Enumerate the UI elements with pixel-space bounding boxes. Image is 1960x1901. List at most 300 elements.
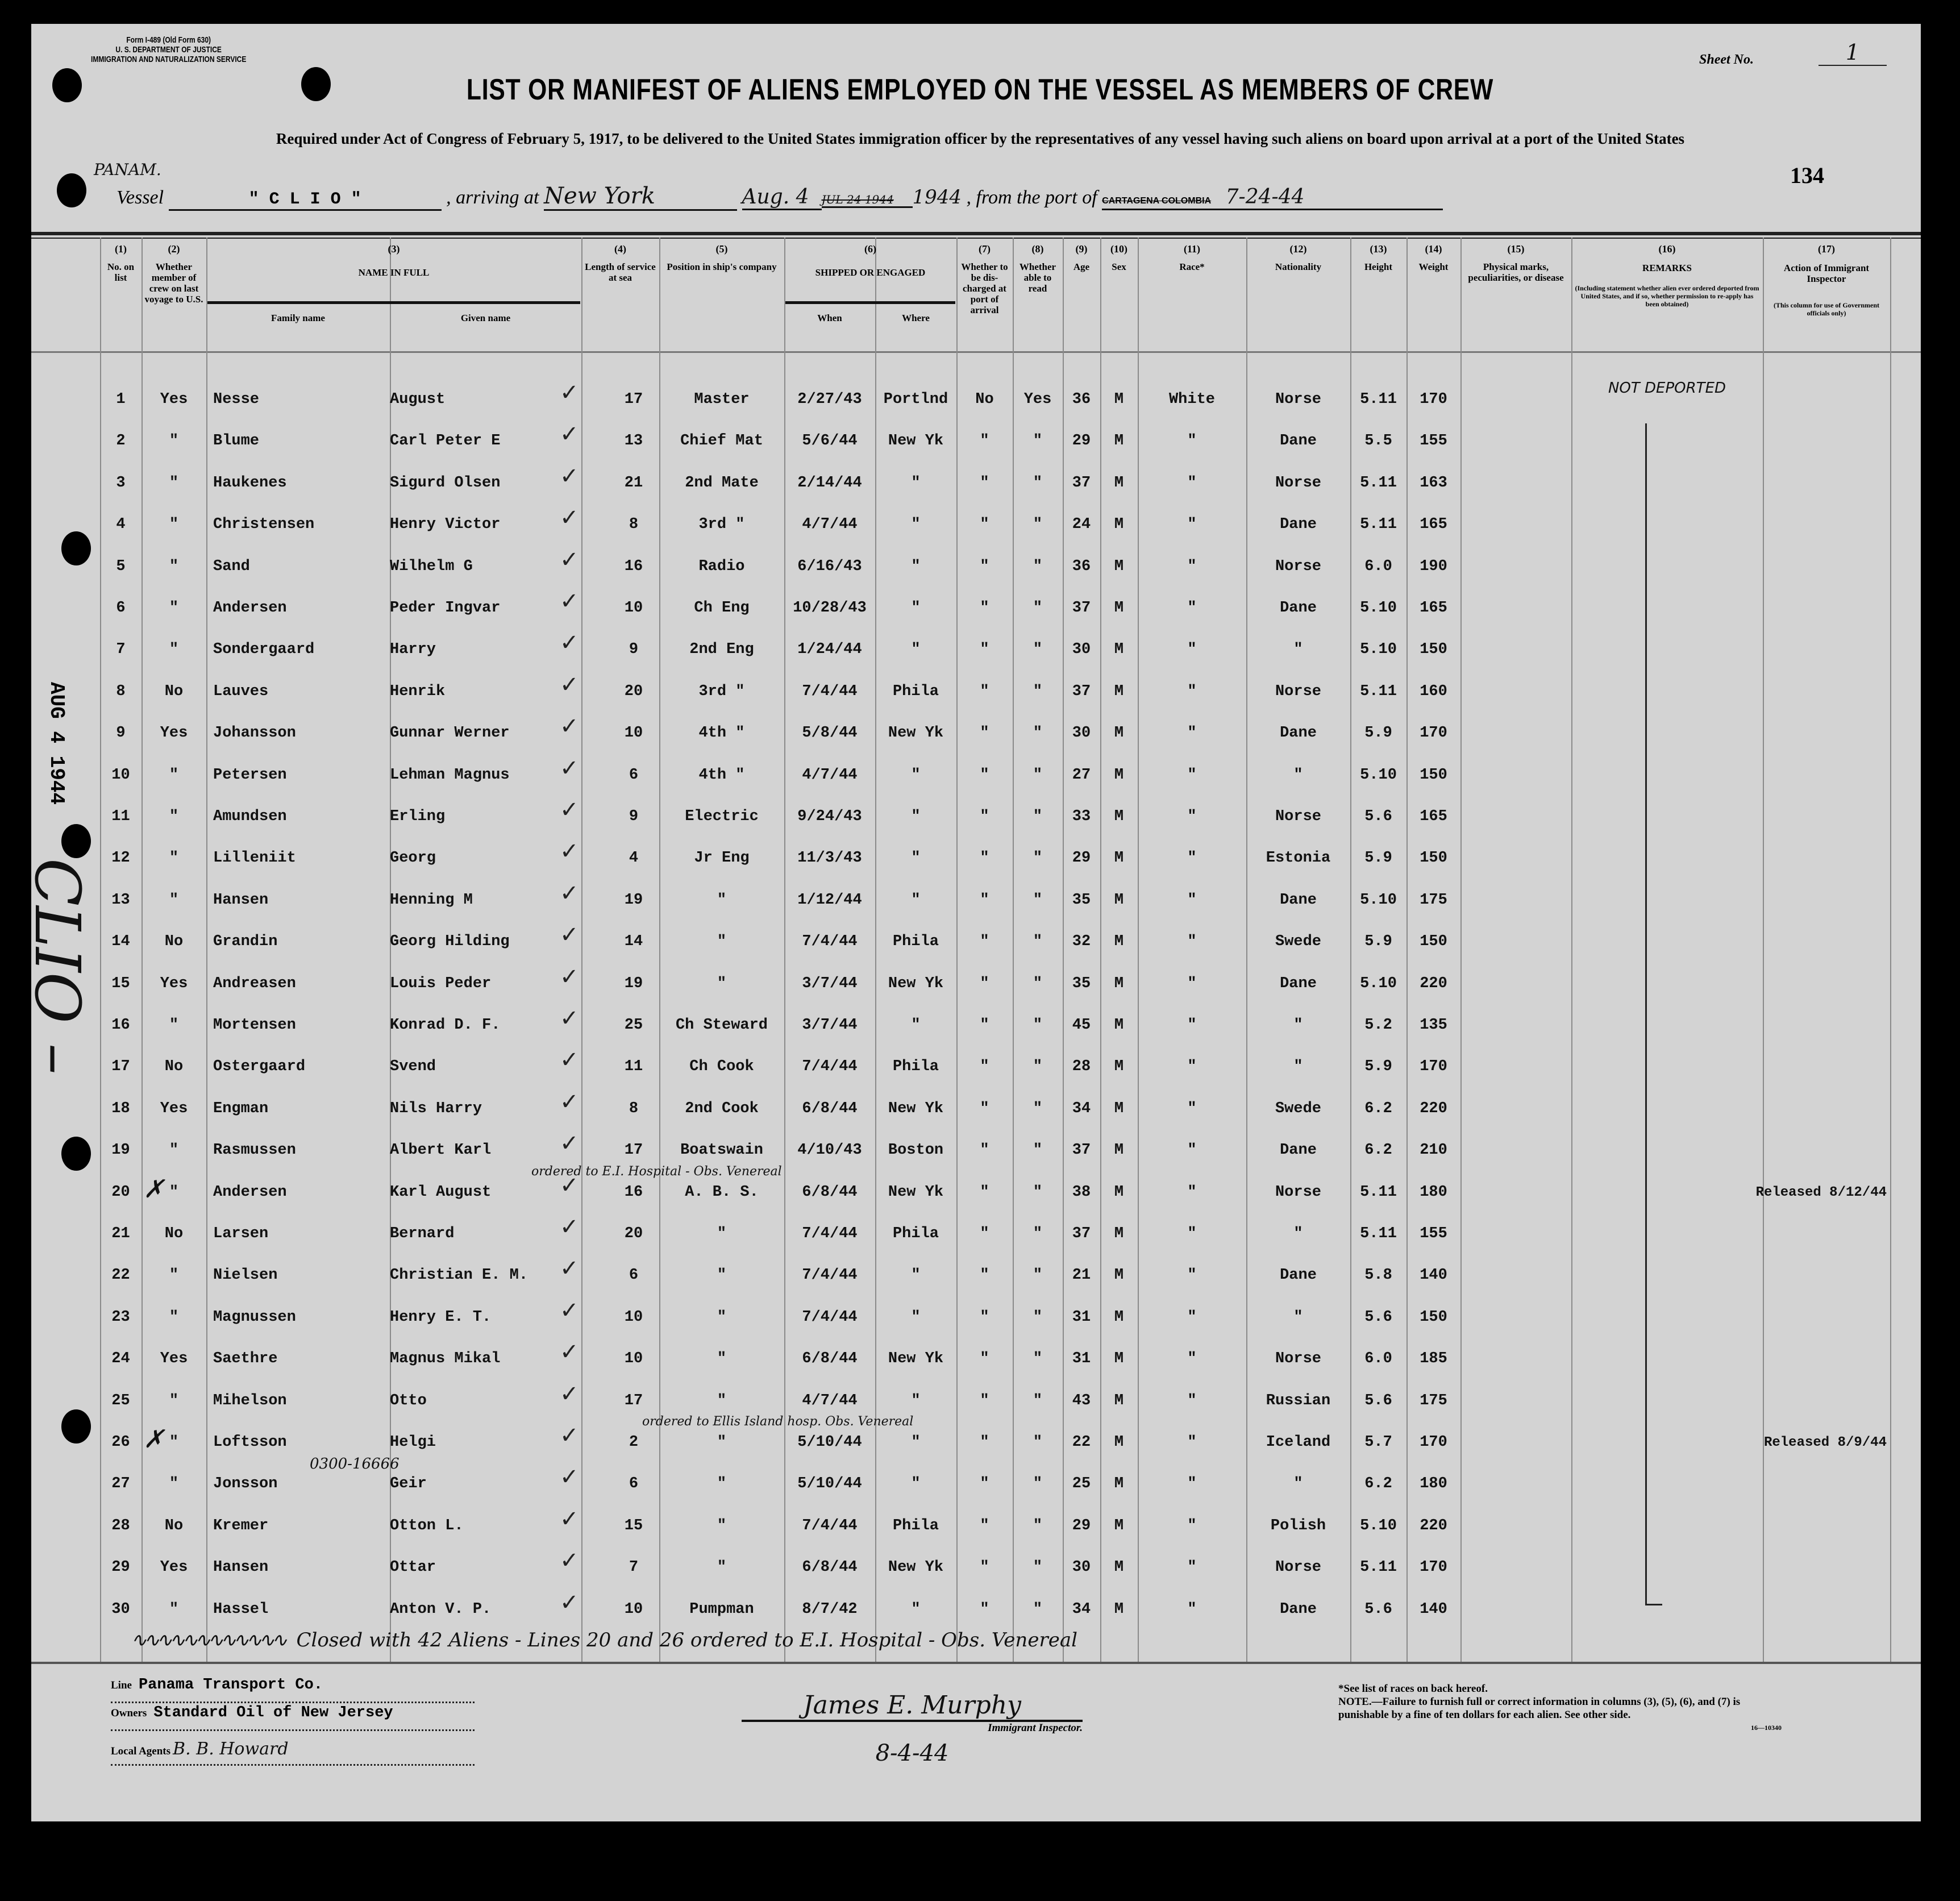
to-be-discharged: " [980, 1017, 989, 1034]
column-number: (11) [1184, 243, 1200, 255]
to-be-discharged: " [980, 1392, 989, 1409]
position: Electric [685, 808, 759, 825]
family-name: Blume [213, 432, 260, 450]
able-to-read: " [1033, 1100, 1043, 1117]
weight: 155 [1420, 432, 1447, 450]
row-number: 27 [111, 1475, 130, 1493]
family-name: Sondergaard [213, 641, 315, 659]
length-of-service: 10 [624, 1308, 643, 1326]
weight: 140 [1420, 1600, 1447, 1618]
checkmark-icon: ✓ [560, 1172, 579, 1199]
length-of-service: 6 [629, 766, 639, 784]
family-name: Haukenes [213, 474, 287, 492]
margin-vessel-handwritten: CLIO – [21, 858, 94, 1075]
vessel-name: " C L I O " [169, 190, 442, 211]
height: 5.11 [1360, 683, 1397, 700]
race: " [1187, 1100, 1197, 1117]
able-to-read: " [1033, 1183, 1043, 1201]
race: " [1187, 1225, 1197, 1242]
position: " [717, 1308, 727, 1326]
department: U. S. DEPARTMENT OF JUSTICE [115, 45, 222, 55]
family-name: Kremer [213, 1517, 269, 1534]
inspector-action: Released 8/12/44 [1755, 1184, 1887, 1200]
to-be-discharged: " [980, 558, 989, 575]
race: " [1187, 1142, 1197, 1159]
row-number: 10 [111, 766, 130, 784]
position: Chief Mat [680, 432, 763, 450]
to-be-discharged: " [980, 1475, 989, 1493]
row-number: 23 [111, 1308, 130, 1326]
last-voyage: Yes [160, 1559, 188, 1576]
checkmark-icon: ✓ [560, 838, 579, 865]
column-rule [1571, 238, 1572, 1664]
shipped-when: 7/4/44 [802, 683, 858, 700]
checkmark-icon: ✓ [560, 1297, 579, 1324]
column-number: (12) [1289, 243, 1307, 255]
shipped-where: " [911, 1267, 921, 1284]
nationality: Norse [1275, 1559, 1321, 1576]
shipped-when: 7/4/44 [802, 1308, 858, 1326]
signature-date: 8-4-44 [875, 1740, 949, 1766]
length-of-service: 21 [624, 474, 643, 492]
shipped-where: New Yk [888, 1559, 944, 1576]
to-be-discharged: " [980, 1350, 989, 1368]
position: " [717, 975, 727, 992]
last-voyage: Yes [160, 725, 188, 742]
length-of-service: 9 [629, 641, 639, 659]
to-be-discharged: " [980, 1142, 989, 1159]
divider [31, 351, 1921, 353]
race: " [1187, 558, 1197, 575]
sex: M [1114, 641, 1124, 659]
position: Radio [698, 558, 745, 575]
checkmark-icon: ✓ [560, 1380, 579, 1407]
shipped-when: 3/7/44 [802, 1017, 858, 1034]
weight: 165 [1420, 808, 1447, 825]
able-to-read: " [1033, 1517, 1043, 1534]
nationality: Dane [1280, 432, 1317, 450]
row-number: 6 [116, 600, 126, 617]
row20-annotation: ordered to E.I. Hospital - Obs. Venereal [531, 1164, 782, 1179]
age: 29 [1072, 850, 1091, 867]
divider [31, 232, 1921, 235]
weight: 170 [1420, 725, 1447, 742]
shipped-where: " [911, 558, 921, 575]
to-be-discharged: " [980, 1058, 989, 1076]
shipped-when: 9/24/43 [797, 808, 862, 825]
last-voyage: Yes [160, 1100, 188, 1117]
sex: M [1114, 1267, 1124, 1284]
column-rule [581, 238, 582, 1664]
shipped-when: 10/28/43 [793, 600, 867, 617]
age: 28 [1072, 1058, 1091, 1076]
nationality: Estonia [1266, 850, 1331, 867]
column-rule [1460, 238, 1462, 1664]
shipped-where: " [911, 1392, 921, 1409]
given-name: Georg Hilding [390, 933, 510, 951]
age: 24 [1072, 516, 1091, 534]
column-header: Race* [1179, 261, 1205, 272]
row-number: 30 [111, 1600, 130, 1618]
family-name: Hansen [213, 891, 269, 909]
sex: M [1114, 1350, 1124, 1368]
height: 6.2 [1364, 1100, 1392, 1117]
shipped-when: 2/14/44 [797, 474, 862, 492]
age: 37 [1072, 683, 1091, 700]
nationality: Swede [1275, 1100, 1321, 1117]
able-to-read: " [1033, 1392, 1043, 1409]
given-name: Svend [390, 1058, 436, 1076]
punch-hole [61, 1409, 91, 1444]
position: Boatswain [680, 1142, 763, 1159]
checkmark-icon: ✓ [560, 1130, 579, 1157]
height: 5.6 [1364, 1308, 1392, 1326]
given-name: Ottar [390, 1559, 436, 1576]
given-name: August [390, 391, 446, 408]
shipped-where: " [911, 1434, 921, 1451]
shipped-when: 4/7/44 [802, 516, 858, 534]
sex: M [1114, 391, 1124, 408]
height: 5.10 [1360, 975, 1397, 992]
given-name: Geir [390, 1475, 427, 1493]
shipped-where: Portlnd [883, 391, 948, 408]
length-of-service: 20 [624, 683, 643, 700]
length-of-service: 2 [629, 1434, 639, 1451]
shipped-when: 5/6/44 [802, 432, 858, 450]
age: 33 [1072, 808, 1091, 825]
shipped-where: " [911, 1475, 921, 1493]
nationality: Dane [1280, 600, 1317, 617]
shipped-where: Phila [892, 1225, 939, 1242]
age: 30 [1072, 1559, 1091, 1576]
checkmark-icon: ✓ [560, 922, 579, 949]
header-divider [785, 301, 955, 304]
checkmark-icon: ✓ [560, 1005, 579, 1031]
nationality: Dane [1280, 891, 1317, 909]
able-to-read: " [1033, 600, 1043, 617]
age: 35 [1072, 891, 1091, 909]
line-label: Line [111, 1679, 132, 1691]
weight: 140 [1420, 1267, 1447, 1284]
race: " [1187, 850, 1197, 867]
length-of-service: 16 [624, 558, 643, 575]
checkmark-icon: ✓ [560, 1422, 579, 1449]
row-number: 20 [111, 1183, 130, 1201]
race: " [1187, 1559, 1197, 1576]
length-of-service: 10 [624, 1600, 643, 1618]
race: " [1187, 1308, 1197, 1326]
margin-date-stamp: AUG 4 1944 [45, 682, 68, 805]
race: " [1187, 516, 1197, 534]
shipped-where: New Yk [888, 432, 944, 450]
checkmark-icon: ✓ [560, 797, 579, 823]
divider [31, 1662, 1921, 1664]
punch-hole [61, 824, 91, 858]
able-to-read: " [1033, 808, 1043, 825]
age: 25 [1072, 1475, 1091, 1493]
shipped-when: 1/12/44 [797, 891, 862, 909]
height: 6.0 [1364, 1350, 1392, 1368]
position: 2nd Eng [689, 641, 754, 659]
last-voyage: " [169, 641, 179, 659]
family-name: Johansson [213, 725, 296, 742]
footer-notes [1338, 1682, 1782, 1734]
family-name: Saethre [213, 1350, 278, 1368]
family-name: Ostergaard [213, 1058, 306, 1076]
given-name: Konrad D. F. [390, 1017, 501, 1034]
given-name: Albert Karl [390, 1142, 492, 1159]
page-title: LIST OR MANIFEST OF ALIENS EMPLOYED ON THE VESSEL AS MEMBERS OF CREW [466, 73, 1494, 106]
to-be-discharged: " [980, 891, 989, 909]
checkmark-icon: ✓ [560, 880, 579, 906]
family-name: Christensen [213, 516, 315, 534]
weight: 155 [1420, 1225, 1447, 1242]
nationality: Norse [1275, 683, 1321, 700]
height: 5.10 [1360, 1517, 1397, 1534]
given-name: Henrik [390, 683, 446, 700]
sex: M [1114, 432, 1124, 450]
form-identifier [91, 35, 246, 64]
to-be-discharged: " [980, 933, 989, 951]
given-name: Georg [390, 850, 436, 867]
nationality: " [1293, 1308, 1303, 1326]
weight: 150 [1420, 933, 1447, 951]
position: Ch Eng [694, 600, 750, 617]
height: 5.2 [1364, 1017, 1392, 1034]
sex: M [1114, 1100, 1124, 1117]
given-name: Henry E. T. [390, 1308, 492, 1326]
row-number: 9 [116, 725, 126, 742]
able-to-read: " [1033, 1225, 1043, 1242]
last-voyage: Yes [160, 1350, 188, 1368]
height: 6.0 [1364, 558, 1392, 575]
row-number: 21 [111, 1225, 130, 1242]
row-number: 29 [111, 1559, 130, 1576]
nationality: Dane [1280, 1142, 1317, 1159]
row27-annotation: 0300-16666 [310, 1455, 400, 1472]
last-voyage: " [169, 1183, 179, 1201]
age: 21 [1072, 1267, 1091, 1284]
row-number: 25 [111, 1392, 130, 1409]
position: " [717, 1434, 727, 1451]
family-name: Lauves [213, 683, 269, 700]
race: " [1187, 1183, 1197, 1201]
last-voyage: " [169, 850, 179, 867]
divider [31, 238, 1921, 239]
column-header: Whether member of crew on last voyage to U.S. [144, 261, 203, 305]
column-header: Nationality [1275, 261, 1322, 272]
nationality: Norse [1275, 391, 1321, 408]
height: 5.5 [1364, 432, 1392, 450]
length-of-service: 14 [624, 933, 643, 951]
penalty-note: NOTE.—Failure to furnish full or correct information in columns (3), (5), (6), and (7) is punishable by a fine of ten dollars for each alien. See other side. [1338, 1696, 1741, 1721]
shipped-when: 7/4/44 [802, 1225, 858, 1242]
position: " [717, 1267, 727, 1284]
given-name: Otton L. [390, 1517, 464, 1534]
column-header: Physical marks, peculiarities, or disease [1468, 261, 1564, 283]
weight: 170 [1420, 391, 1447, 408]
family-name: Magnussen [213, 1308, 296, 1326]
shipped-when: 7/4/44 [802, 1517, 858, 1534]
able-to-read: " [1033, 1017, 1043, 1034]
column-number: (4) [614, 243, 626, 255]
family-name: Sand [213, 558, 250, 575]
remarks-bracket-end [1645, 1604, 1662, 1605]
header-divider [207, 301, 580, 304]
age: 30 [1072, 641, 1091, 659]
given-name: Harry [390, 641, 436, 659]
shipped-when: 11/3/43 [797, 850, 862, 867]
column-subheader: When [817, 313, 842, 323]
shipped-when: 7/4/44 [802, 933, 858, 951]
shipped-when: 4/10/43 [797, 1142, 862, 1159]
length-of-service: 11 [624, 1058, 643, 1076]
form-number: Form I-489 (Old Form 630) [126, 35, 211, 45]
race: " [1187, 725, 1197, 742]
length-of-service: 17 [624, 1392, 643, 1409]
position: " [717, 1392, 727, 1409]
shipped-where: Phila [892, 1058, 939, 1076]
subtitle: Required under Act of Congress of February 5, 1917, to be delivered to the United States immigration officer by the representatives of any vessel having such aliens on board upon arrival at a port of the United States [276, 130, 1685, 147]
column-number: (1) [115, 243, 127, 255]
length-of-service: 10 [624, 600, 643, 617]
column-header: Position in ship's company [667, 261, 777, 272]
shipped-when: 5/10/44 [797, 1475, 862, 1493]
weight: 163 [1420, 474, 1447, 492]
shipped-where: " [911, 766, 921, 784]
given-name: Peder Ingvar [390, 600, 501, 617]
to-be-discharged: " [980, 432, 989, 450]
checkmark-icon: ✓ [560, 1047, 579, 1074]
departure-date: 7-24-44 [1225, 185, 1305, 209]
row-number: 28 [111, 1517, 130, 1534]
to-be-discharged: " [980, 766, 989, 784]
row-number: 15 [111, 975, 130, 992]
race: White [1168, 391, 1215, 408]
able-to-read: " [1033, 432, 1043, 450]
weight: 185 [1420, 1350, 1447, 1368]
last-voyage: " [169, 1600, 179, 1618]
agents-label: Local Agents [111, 1745, 171, 1757]
race: " [1187, 432, 1197, 450]
sex: M [1114, 808, 1124, 825]
shipped-where: " [911, 850, 921, 867]
shipped-where: " [911, 1600, 921, 1618]
weight: 165 [1420, 600, 1447, 617]
sex: M [1114, 1559, 1124, 1576]
column-subheader: Given name [460, 313, 511, 323]
shipped-where: New Yk [888, 1350, 944, 1368]
family-name: Grandin [213, 933, 278, 951]
last-voyage: " [169, 1475, 179, 1493]
column-number: (15) [1507, 243, 1525, 255]
to-be-discharged: " [980, 641, 989, 659]
weight: 135 [1420, 1017, 1447, 1034]
arrival-port: New York [544, 183, 737, 211]
given-name: Karl August [390, 1183, 492, 1201]
weight: 160 [1420, 683, 1447, 700]
year: 1944 [912, 186, 962, 209]
row20-x-mark: ✗ [143, 1175, 164, 1204]
weight: 170 [1420, 1434, 1447, 1451]
position: 4th " [698, 725, 745, 742]
to-be-discharged: " [980, 1600, 989, 1618]
sex: M [1114, 1225, 1124, 1242]
column-number: (2) [168, 243, 180, 255]
height: 5.9 [1364, 1058, 1392, 1076]
column-header: SHIPPED OR ENGAGED [815, 267, 926, 278]
row-number: 4 [116, 516, 126, 534]
signature: James E. Murphy [742, 1691, 1083, 1722]
shipped-when: 2/27/43 [797, 391, 862, 408]
to-be-discharged: " [980, 1100, 989, 1117]
given-name: Bernard [390, 1225, 455, 1242]
nationality: Norse [1275, 474, 1321, 492]
checkmark-icon: ✓ [560, 1548, 579, 1574]
last-voyage: " [169, 766, 179, 784]
family-name: Nielsen [213, 1267, 278, 1284]
given-name: Erling [390, 808, 446, 825]
row-number: 24 [111, 1350, 130, 1368]
race: " [1187, 1350, 1197, 1368]
able-to-read: " [1033, 766, 1043, 784]
given-name: Helgi [390, 1434, 436, 1451]
position: 2nd Mate [685, 474, 759, 492]
family-name: Engman [213, 1100, 269, 1117]
checkmark-icon: ✓ [560, 505, 579, 531]
length-of-service: 4 [629, 850, 639, 867]
sex: M [1114, 1434, 1124, 1451]
last-voyage: " [169, 1017, 179, 1034]
column-subheader: (Including statement whether alien ever ordered deported from United States, and if so, whether permission to re-apply has been obtained) [1575, 284, 1759, 308]
nationality: Dane [1280, 1267, 1317, 1284]
length-of-service: 25 [624, 1017, 643, 1034]
race: " [1187, 1267, 1197, 1284]
age: 36 [1072, 558, 1091, 575]
column-header: Whether able to read [1019, 261, 1056, 294]
length-of-service: 19 [624, 975, 643, 992]
closing-note: ∿∿∿∿∿∿∿∿∿∿∿∿ Closed with 42 Aliens - Lines 20 and 26 ordered to E.I. Hospital - Obs. Venereal [131, 1629, 1077, 1652]
sex: M [1114, 1308, 1124, 1326]
sex: M [1114, 558, 1124, 575]
age: 37 [1072, 600, 1091, 617]
column-number: (7) [979, 243, 991, 255]
to-be-discharged: " [980, 1559, 989, 1576]
row-number: 1 [116, 391, 126, 408]
position: Pumpman [689, 1600, 754, 1618]
column-header: NAME IN FULL [358, 267, 430, 278]
position: A. B. S. [685, 1183, 759, 1201]
sheet-number: 1 [1818, 40, 1887, 66]
row-number: 7 [116, 641, 126, 659]
given-name: Nils Harry [390, 1100, 482, 1117]
height: 5.10 [1360, 891, 1397, 909]
height: 5.6 [1364, 808, 1392, 825]
length-of-service: 6 [629, 1475, 639, 1493]
nationality: " [1293, 1475, 1303, 1493]
race: " [1187, 1517, 1197, 1534]
race: " [1187, 1058, 1197, 1076]
length-of-service: 19 [624, 891, 643, 909]
weight: 175 [1420, 891, 1447, 909]
race: " [1187, 600, 1197, 617]
column-number: (6) [864, 243, 876, 255]
weight: 150 [1420, 850, 1447, 867]
punch-hole [61, 531, 91, 565]
checkmark-icon: ✓ [560, 1505, 579, 1532]
given-name: Lehman Magnus [390, 766, 510, 784]
weight: 165 [1420, 516, 1447, 534]
